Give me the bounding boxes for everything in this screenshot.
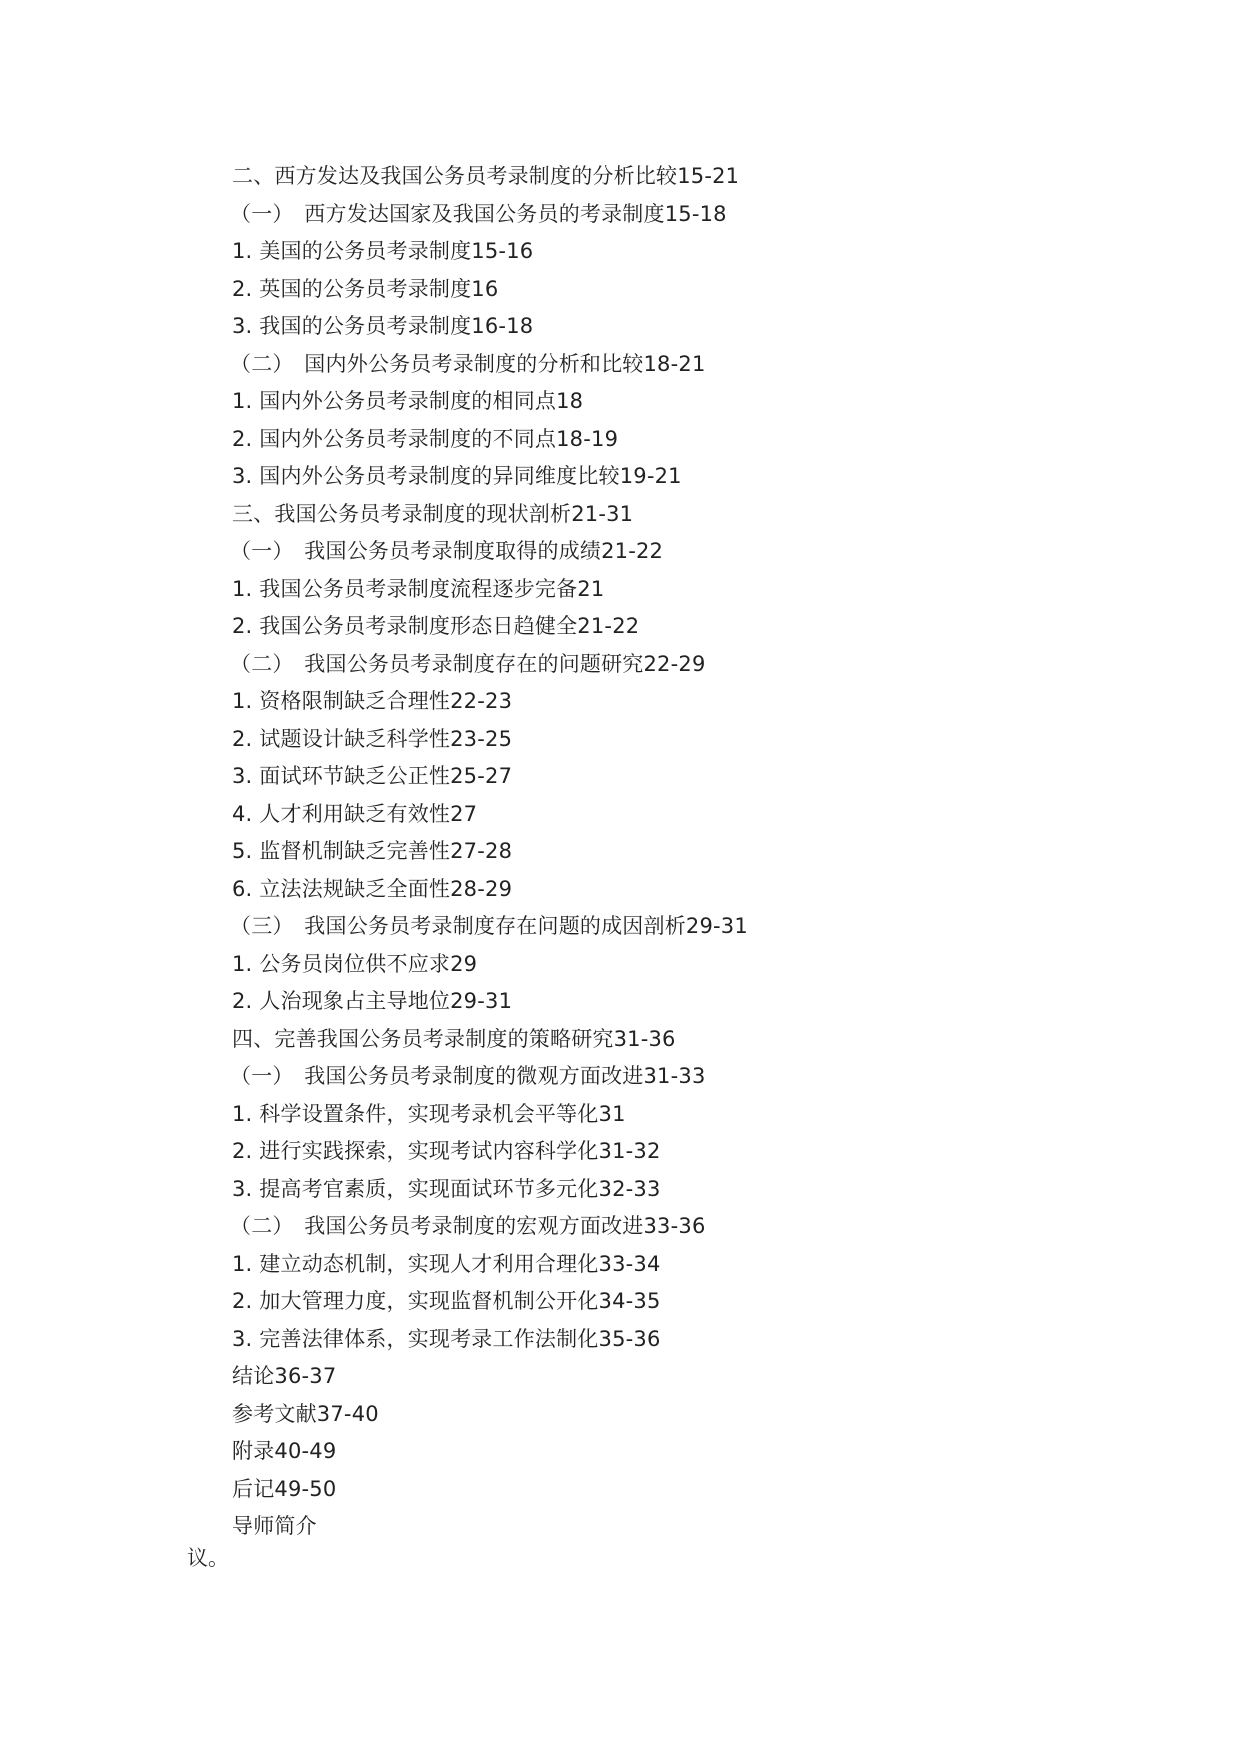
- toc-entry-item: 4. 人才利用缺乏有效性27: [232, 801, 478, 826]
- toc-entry-item: 6. 立法法规缺乏全面性28-29: [232, 876, 513, 901]
- toc-entry-paren: （一） 我国公务员考录制度的微观方面改进31-33: [230, 1064, 706, 1088]
- toc-entry-paren: （二） 我国公务员考录制度的宏观方面改进33-36: [230, 1214, 706, 1238]
- toc-entry-chapter: 三、我国公务员考录制度的现状剖析21-31: [232, 501, 634, 526]
- toc-entry-item: 2. 进行实践探索，实现考试内容科学化31-32: [232, 1139, 661, 1163]
- table-of-contents: [232, 158, 1132, 1546]
- toc-entry-item: 3. 国内外公务员考录制度的异同维度比较19-21: [232, 464, 682, 488]
- toc-entry-paren: （二） 国内外公务员考录制度的分析和比较18-21: [230, 351, 706, 376]
- toc-entry-item: 1. 我国公务员考录制度流程逐步完备21: [232, 576, 605, 601]
- toc-entry-item: 2. 国内外公务员考录制度的不同点18-19: [232, 426, 619, 451]
- toc-entry-chapter: 四、完善我国公务员考录制度的策略研究31-36: [232, 1026, 676, 1051]
- toc-entry-item: 1. 建立动态机制，实现人才利用合理化33-34: [232, 1251, 661, 1276]
- toc-entry-chapter: 后记49-50: [232, 1476, 337, 1501]
- toc-entry-chapter: 二、西方发达及我国公务员考录制度的分析比较15-21: [232, 164, 740, 188]
- toc-entry-chapter: 附录40-49: [232, 1439, 337, 1463]
- toc-entry-chapter: 参考文献37-40: [232, 1401, 379, 1426]
- toc-entry-item: 1. 科学设置条件，实现考录机会平等化31: [232, 1101, 626, 1126]
- toc-entry-item: 1. 国内外公务员考录制度的相同点18: [232, 389, 584, 413]
- toc-entry-item: 1. 公务员岗位供不应求29: [232, 951, 478, 976]
- toc-entry-item: 1. 美国的公务员考录制度15-16: [232, 239, 534, 263]
- toc-entry-item: 3. 完善法律体系，实现考录工作法制化35-36: [232, 1326, 661, 1351]
- toc-entry-item: 3. 提高考官素质，实现面试环节多元化32-33: [232, 1176, 661, 1201]
- toc-entry-chapter: 导师简介: [232, 1514, 317, 1538]
- trailing-text: 议。: [187, 1546, 229, 1570]
- toc-entry-chapter: 结论36-37: [232, 1364, 337, 1388]
- toc-entry-item: 2. 英国的公务员考录制度16: [232, 276, 499, 301]
- toc-entry-item: 2. 试题设计缺乏科学性23-25: [232, 726, 513, 751]
- toc-entry-paren: （二） 我国公务员考录制度存在的问题研究22-29: [230, 651, 706, 676]
- toc-entry-paren: （一） 西方发达国家及我国公务员的考录制度15-18: [230, 201, 727, 226]
- toc-entry-item: 5. 监督机制缺乏完善性27-28: [232, 839, 513, 863]
- toc-entry-paren: （三） 我国公务员考录制度存在问题的成因剖析29-31: [230, 914, 748, 938]
- toc-entry-item: 3. 面试环节缺乏公正性25-27: [232, 764, 513, 788]
- toc-entry-item: 1. 资格限制缺乏合理性22-23: [232, 689, 513, 713]
- toc-entry-item: 2. 加大管理力度，实现监督机制公开化34-35: [232, 1289, 661, 1313]
- toc-entry-item: 2. 人治现象占主导地位29-31: [232, 989, 513, 1013]
- toc-entry-item: 3. 我国的公务员考录制度16-18: [232, 314, 534, 338]
- toc-entry-paren: （一） 我国公务员考录制度取得的成绩21-22: [230, 539, 664, 563]
- toc-entry-item: 2. 我国公务员考录制度形态日趋健全21-22: [232, 614, 640, 638]
